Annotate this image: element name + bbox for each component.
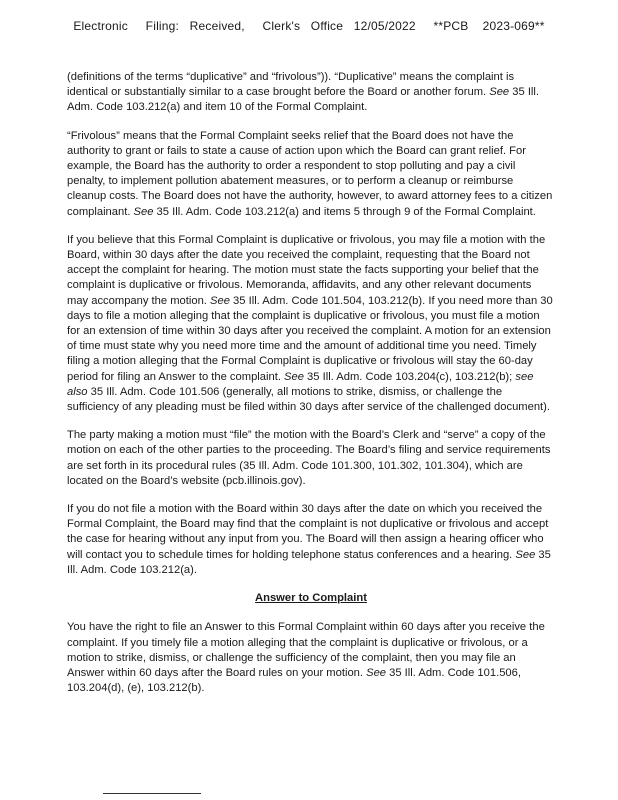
paragraph-frivolous-definition [67, 129, 555, 220]
text: 35 Ill. Adm. Code 103.212(a). [67, 548, 551, 576]
text: If you do not file a motion with the Board within 30 days after the date on which you received the Formal Complaint, the Board may find that the complaint is not duplicative or frivolous and accept the case for hearing without any input from you. The Board will then assign a hearing officer who will contact you to schedule times for holding telephone status conferences and a hearing. [67, 503, 549, 561]
citation-signal: See [133, 205, 154, 218]
text: “Frivolous” means that the Formal Complaint seeks relief that the Board does not have the authority to grant or fails to state a cause of action upon which the Board can grant relief. For example, the Board has the authority to order a respondent to stop polluting and pay a civil penalty, to implement pollution abatement measures, or to perform a cleanup or reimburse cleanup costs. The Board does not have the authority, however, to award attorney fees to a citizen complainant. [67, 129, 553, 218]
text: The party making a motion must “file” the motion with the Board’s Clerk and “serve” a copy of the motion on each of the other parties to the proceeding. The Board’s filing and service requirements are set forth in its procedural rules (35 Ill. Adm. Code 101.300, 101.302, 101.304), which are located on the Board’s website (pcb.illinois.gov). [67, 429, 551, 487]
paragraph-answer-rights [67, 620, 555, 696]
citation-signal: See [284, 370, 304, 383]
footnote-divider [103, 793, 201, 794]
paragraph-motion-filing [67, 233, 555, 415]
text: If you believe that this Formal Complaint is duplicative or frivolous, you may file a motion with the Board, within 30 days after the date you received the complaint, requesting that the Board not accept the complaint for hearing. The motion must state the facts supporting your belief that the complaint is duplicative or frivolous. Memoranda, affidavits, and any other relevant documents may accompany the motion. [67, 233, 546, 307]
text: You have the right to file an Answer to this Formal Complaint within 60 days after you receive the complaint. If you timely file a motion alleging that the complaint is duplicative or frivolous, or a motion to strike, dismiss, or challenge the sufficiency of the complaint, then you may file an Answer within 60 days after the Board rules on your motion. [67, 621, 545, 679]
text: 35 Ill. Adm. Code 101.506, 103.204(d), (e), 103.212(b). [67, 666, 521, 695]
section-heading-answer-to-complaint: Answer to Complaint [255, 592, 367, 605]
paragraph-service-requirements [67, 428, 555, 489]
citation-signal: See [489, 86, 510, 99]
paragraph-no-motion-filed [67, 502, 555, 578]
citation-signal: See [515, 548, 536, 561]
document-body [67, 70, 555, 709]
text: 35 Ill. Adm. Code 103.204(c), 103.212(b); [303, 370, 516, 383]
text: 35 Ill. Adm. Code 103.212(a) and items 5 through 9 of the Formal Complaint. [153, 205, 536, 218]
citation-signal: see also [67, 370, 534, 398]
filing-stamp-header: Electronic Filing: Received, Clerk's Office 12/05/2022 **PCB 2023-069** [73, 19, 545, 33]
text: 35 Ill. Adm. Code 101.506 (generally, all motions to strike, dismiss, or challenge the sufficiency of any pleading must be filed within 30 days after service of the challenged document). [67, 385, 550, 414]
text: 35 Ill. Adm. Code 101.504, 103.212(b). If you need more than 30 days to file a motion alleging that the complaint is duplicative or frivolous, you must file a motion for an extension of time within 30 days after you received the complaint. A motion for an extension of time must state why you need more time and the amount of additional time you need. Timely filing a motion alleging that the Formal Complaint is duplicative or frivolous will stay the 60-day period for filing an Answer to the complaint. [67, 294, 553, 383]
text: (definitions of the terms “duplicative” and “frivolous”)). “Duplicative” means the complaint is identical or substantially similar to a case brought before the Board or another forum. [67, 71, 515, 99]
text: 35 Ill. Adm. Code 103.212(a) and item 10 of the Formal Complaint. [67, 86, 540, 114]
citation-signal: See [366, 666, 387, 679]
paragraph-duplicative-definition [67, 70, 555, 116]
citation-signal: See [210, 294, 230, 307]
